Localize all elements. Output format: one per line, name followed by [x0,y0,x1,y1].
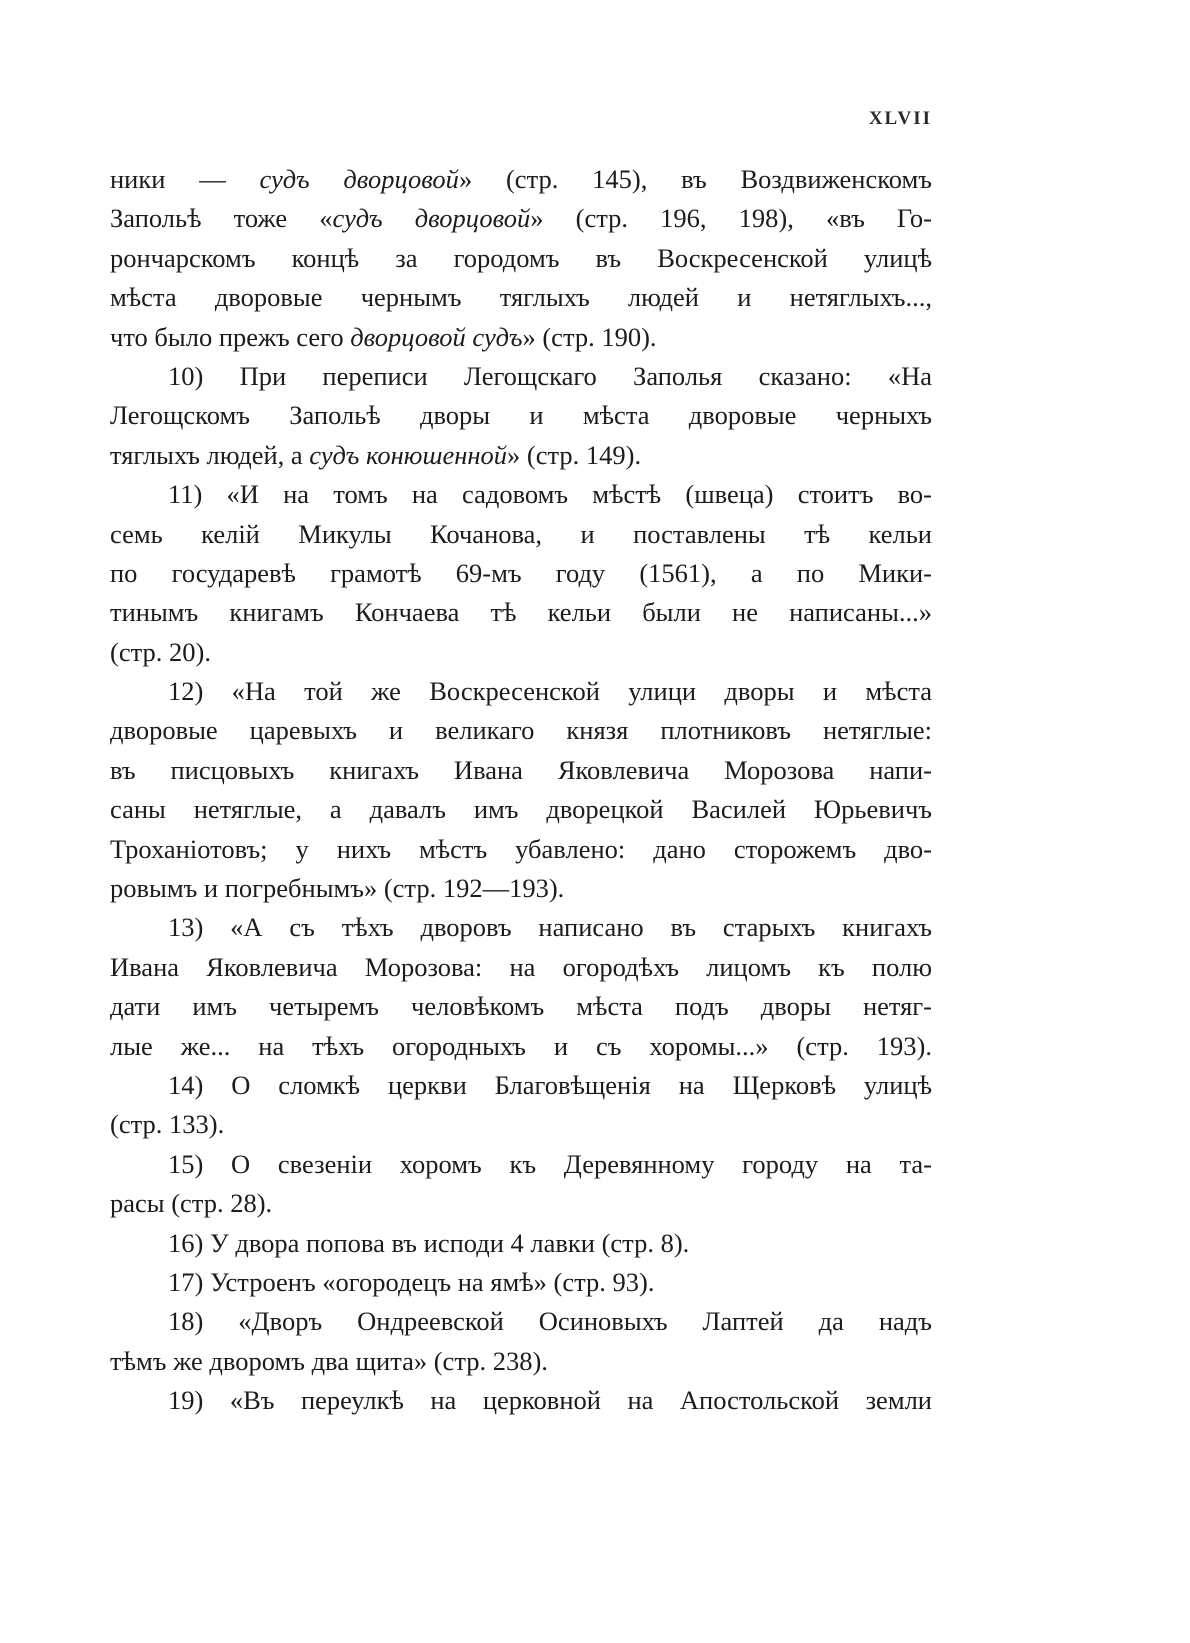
text-line [110,1184,932,1223]
text-line [110,357,932,396]
text-segment: 14) О сломкѣ церкви Благовѣщенія на Щерковѣ улицѣ [168,1069,932,1100]
text-segment: Легощскомъ Запольѣ дворы и мѣста дворовые черныхъ [110,400,932,431]
text-segment: по государевѣ грамотѣ 69-мъ году (1561), а по Мики- [110,557,932,588]
text-segment: лые же... на тѣхъ огородныхъ и съ хоромы...» (стр. 193). [110,1030,932,1061]
text-segment: дати имъ четыремъ человѣкомъ мѣста подъ дворы нетяг- [110,991,932,1022]
text-line [110,515,932,554]
text-line [110,475,932,514]
text-line [110,1066,932,1105]
text-line [110,278,932,317]
text-segment: » (стр. 196, 198), «въ Го- [530,203,932,234]
text-segment: Ивана Яковлевича Морозова: на огородѣхъ лицомъ къ полю [110,951,932,982]
text-segment: расы (стр. 28). [110,1188,273,1219]
text-segment: семь келій Микулы Кочанова, и поставлены тѣ кельи [110,518,932,549]
text-line [110,948,932,987]
text-segment: 13) «А съ тѣхъ дворовъ написано въ старыхъ книгахъ [168,912,932,943]
text-segment: тяглыхъ людей, а [110,439,310,470]
text-segment: мѣста дворовые чернымъ тяглыхъ людей и нетяглыхъ..., [110,282,932,313]
text-segment: (стр. 133). [110,1109,225,1140]
italic-text-segment: судъ дворцовой [332,203,531,234]
text-segment: 10) При переписи Легощскаго Заполья сказано: «На [168,360,932,391]
text-line [110,396,932,435]
text-line [110,160,932,199]
text-line [110,1342,932,1381]
italic-text-segment: судъ конюшенной [309,439,508,470]
text-segment: 12) «На той же Воскресенской улици дворы и мѣста [168,676,932,707]
text-segment: » (стр. 145), въ Воздвиженскомъ [458,164,932,194]
text-line [110,593,932,632]
text-line [110,318,932,357]
text-line [110,633,932,672]
text-segment: тѣмъ же дворомъ два щита» (стр. 238). [110,1345,548,1376]
text-line [110,908,932,947]
text-line [110,554,932,593]
text-line [110,869,932,908]
text-segment: 16) У двора попова въ исподи 4 лавки (стр. 8). [168,1227,690,1258]
text-segment: 19) «Въ переулкѣ на церковной на Апостольской земли [168,1385,932,1416]
text-line [110,1224,932,1263]
body-text [110,160,932,1421]
italic-text-segment: судъ дворцовой [259,164,459,194]
text-segment: » (стр. 190). [522,321,657,352]
text-line [110,1105,932,1144]
italic-text-segment: дворцовой судъ [350,321,523,352]
text-segment: 15) О свезеніи хоромъ къ Деревянному городу на та- [168,1148,932,1179]
text-segment: 11) «И на томъ на садовомъ мѣстѣ (швеца) стоитъ во- [168,479,932,510]
text-segment: рончарскомъ концѣ за городомъ въ Воскресенской улицѣ [110,242,932,273]
text-line [110,1145,932,1184]
text-line [110,1302,932,1341]
text-segment: (стр. 20). [110,636,211,667]
text-segment: » (стр. 149). [507,439,642,470]
text-line [110,1263,932,1302]
text-line [110,790,932,829]
text-line [110,672,932,711]
text-line [110,751,932,790]
text-segment: Запольѣ тоже « [110,203,333,234]
text-segment: 17) Устроенъ «огородецъ на ямѣ» (стр. 93). [168,1266,655,1297]
text-line [110,1381,932,1420]
text-segment: 18) «Дворъ Ондреевской Осиновыхъ Лаптей да надъ [168,1306,932,1337]
text-segment: саны нетяглые, а давалъ имъ дворецкой Василей Юрьевичъ [110,794,932,825]
text-segment: Троханіотовъ; у нихъ мѣстъ убавлено: дано сторожемъ дво- [110,833,932,864]
text-line [110,436,932,475]
text-line [110,711,932,750]
text-segment: ровымъ и погребнымъ» (стр. 192—193). [110,873,565,904]
text-segment: ники — [110,164,260,194]
text-segment: дворовые царевыхъ и великаго князя плотниковъ нетяглые: [110,715,932,746]
page-number: XLVII [868,108,932,129]
text-line [110,1027,932,1066]
text-segment: въ писцовыхъ книгахъ Ивана Яковлевича Морозова напи- [110,754,932,785]
text-segment: тинымъ книгамъ Кончаева тѣ кельи были не написаны...» [110,597,932,628]
text-line [110,987,932,1026]
text-segment: что было прежъ сего [110,321,351,352]
text-line [110,199,932,238]
text-line [110,830,932,869]
text-line [110,239,932,278]
